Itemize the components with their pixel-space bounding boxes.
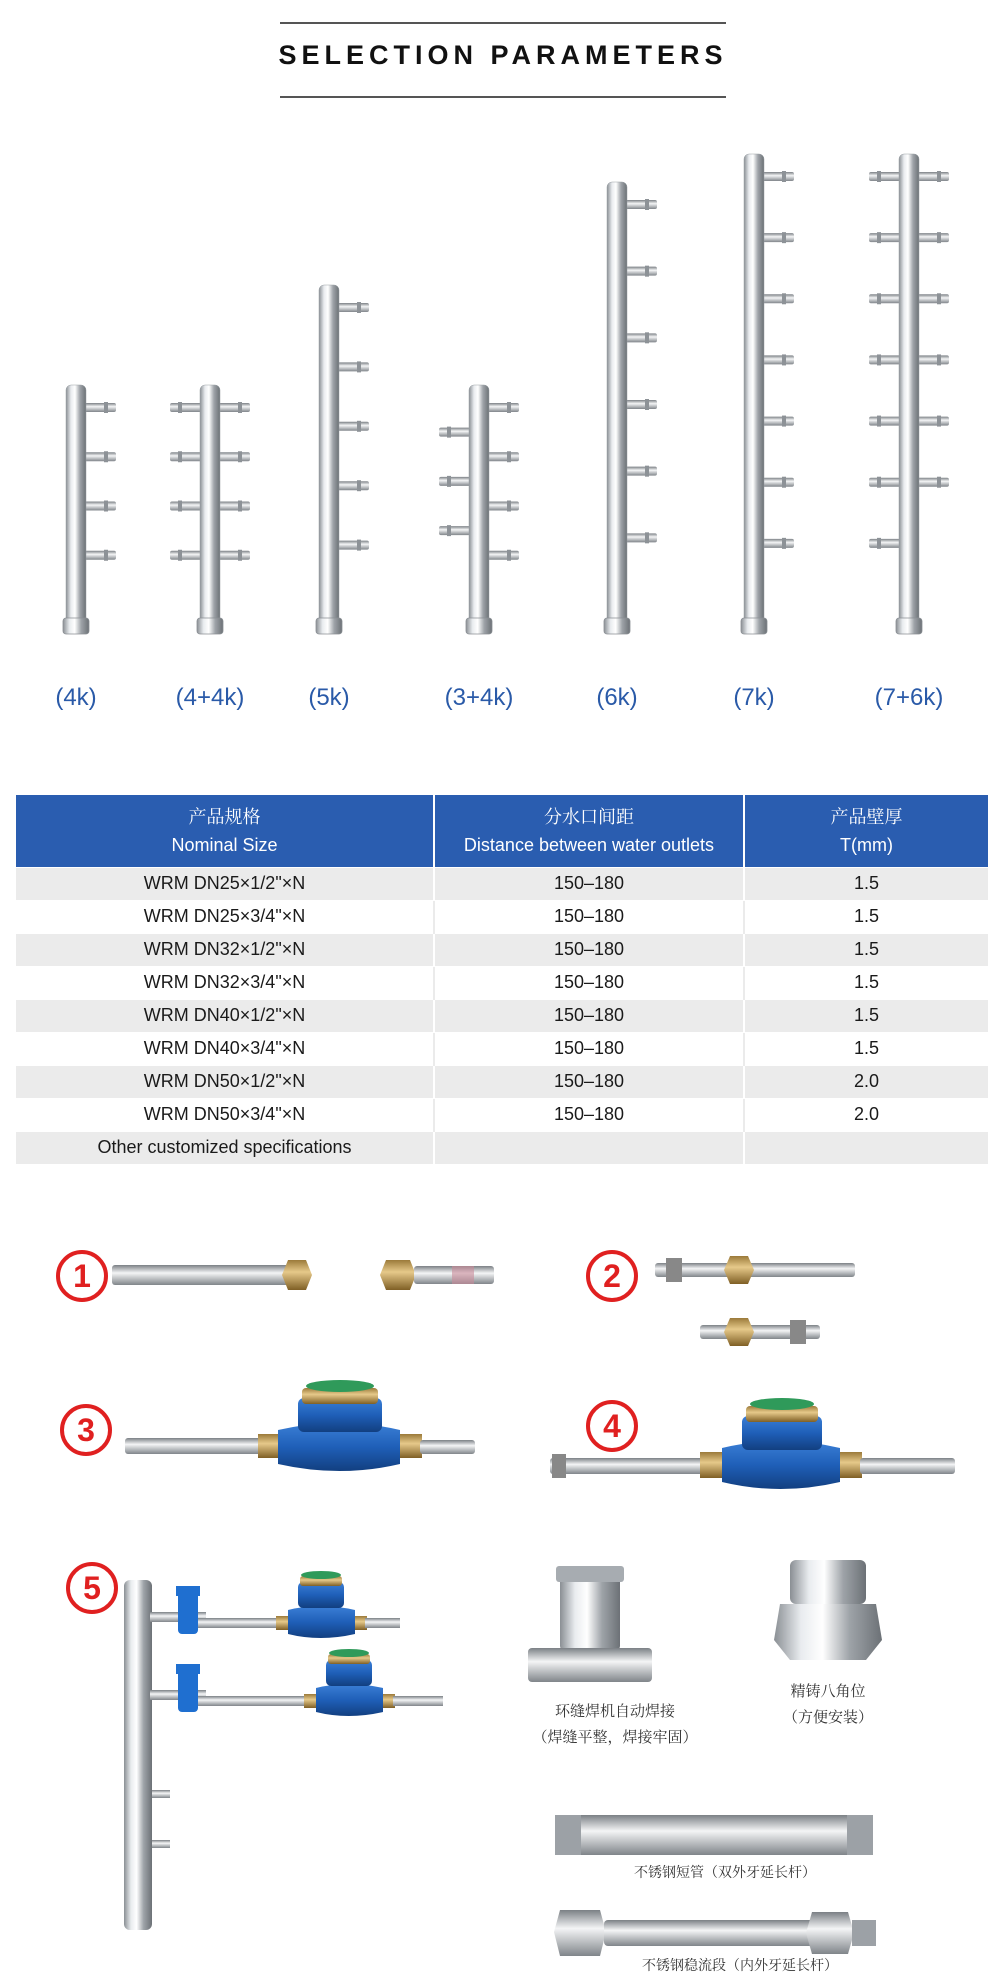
page-title: SELECTION PARAMETERS (278, 40, 728, 70)
manifold-4-plus-4k (170, 385, 250, 634)
manifold-label-3-plus-4k: (3+4k) (444, 684, 514, 711)
weld-caption (515, 1698, 715, 1750)
table-row (16, 1032, 988, 1065)
manifold-shapes (63, 154, 949, 634)
short-pipe-photo (555, 1815, 873, 1855)
manifold-3-plus-4k (439, 385, 519, 634)
cell-thickness: 1.5 (744, 999, 988, 1032)
accessories-section (0, 1220, 1000, 1975)
number-badge-5 (68, 1564, 116, 1612)
weld-caption-line1: 环缝焊机自动焊接 (554, 1702, 675, 1720)
number-badge-4 (588, 1402, 636, 1450)
header-en: T(mm) (840, 834, 893, 855)
badge-number: 1 (73, 1258, 91, 1294)
cell-size: WRM DN32×3/4"×N (16, 966, 434, 999)
manifold-4k (63, 385, 116, 634)
stabilizer-pipe-photo (554, 1910, 876, 1956)
manifold-label-4k: (4k) (55, 684, 97, 711)
header-en: Distance between water outlets (463, 834, 715, 855)
weld-caption-line2: （焊缝平整，焊接牢固） (532, 1728, 698, 1746)
item-1-pipe-with-nut (112, 1260, 312, 1290)
manifold-label-6k: (6k) (596, 684, 638, 711)
number-badge-2 (588, 1252, 636, 1300)
cell-size: WRM DN50×1/2"×N (16, 1065, 434, 1098)
cell-distance: 150–180 (434, 933, 744, 966)
cell-distance: 150–180 (434, 1098, 744, 1131)
cell-distance (434, 1131, 744, 1164)
item-3-water-meter-assembly (125, 1380, 475, 1471)
spec-table (16, 795, 988, 1164)
table-row (16, 966, 988, 999)
cell-thickness: 1.5 (744, 966, 988, 999)
badge-number: 5 (83, 1570, 101, 1606)
manifold-6k (604, 182, 657, 634)
manifold-label-5k: (5k) (308, 684, 350, 711)
cell-thickness: 1.5 (744, 867, 988, 900)
cell-size: WRM DN32×1/2"×N (16, 933, 434, 966)
table-row (16, 1065, 988, 1098)
manifold-gallery (0, 140, 1000, 720)
number-badge-3 (62, 1406, 110, 1454)
short-pipe-caption: 不锈钢短管（双外牙延长杆） (634, 1865, 816, 1881)
cell-size: Other customized specifications (16, 1131, 434, 1164)
badge-number: 3 (77, 1412, 95, 1448)
cell-size: WRM DN40×1/2"×N (16, 999, 434, 1032)
octagon-caption-line2: （方便安装） (782, 1708, 873, 1726)
header-nominal-size (16, 795, 434, 867)
cell-size: WRM DN25×1/2"×N (16, 867, 434, 900)
manifold-5k (316, 285, 369, 634)
cell-distance: 150–180 (434, 999, 744, 1032)
item-5-manifold-with-meters (124, 1571, 443, 1930)
cell-thickness: 2.0 (744, 1098, 988, 1131)
stabilizer-caption: 不锈钢稳流段（内外牙延长杆） (642, 1958, 838, 1974)
table-header-row (16, 795, 988, 867)
cell-size: WRM DN25×3/4"×N (16, 900, 434, 933)
octagon-caption (758, 1678, 898, 1730)
page-header (0, 0, 1000, 110)
badge-number: 4 (603, 1408, 621, 1444)
badge-number: 2 (603, 1258, 621, 1294)
cell-thickness: 2.0 (744, 1065, 988, 1098)
cell-size: WRM DN50×3/4"×N (16, 1098, 434, 1131)
header-cn: 产品规格 (188, 806, 261, 827)
weld-tee-photo (528, 1566, 652, 1682)
accessory-illustrations (0, 1220, 1000, 1975)
octagon-caption-line1: 精铸八角位 (790, 1682, 866, 1700)
table-row (16, 1131, 988, 1164)
manifold-illustrations (0, 140, 1000, 680)
header-top-rule (280, 22, 726, 24)
cell-distance: 150–180 (434, 966, 744, 999)
item-1-short-nut-pipe (380, 1260, 494, 1290)
cell-size: WRM DN40×3/4"×N (16, 1032, 434, 1065)
cell-thickness: 1.5 (744, 1032, 988, 1065)
cell-thickness: 1.5 (744, 933, 988, 966)
table-row (16, 900, 988, 933)
table-row (16, 867, 988, 900)
header-en: Nominal Size (171, 834, 278, 855)
manifold-7k (741, 154, 794, 634)
manifold-7-plus-6k (869, 154, 949, 634)
header-bottom-rule (280, 96, 726, 98)
header-outlet-distance (434, 795, 744, 867)
octagon-fitting-photo (774, 1560, 882, 1660)
cell-distance: 150–180 (434, 1032, 744, 1065)
number-badge-1 (58, 1252, 106, 1300)
header-cn: 分水口间距 (544, 806, 634, 827)
table-row (16, 1098, 988, 1131)
cell-thickness: 1.5 (744, 900, 988, 933)
manifold-label-4-plus-4k: (4+4k) (175, 684, 245, 711)
header-cn: 产品壁厚 (830, 806, 903, 827)
manifold-label-7-plus-6k: (7+6k) (874, 684, 944, 711)
cell-distance: 150–180 (434, 867, 744, 900)
cell-distance: 150–180 (434, 1065, 744, 1098)
manifold-label-7k: (7k) (733, 684, 775, 711)
cell-thickness (744, 1131, 988, 1164)
item-2-union-pipe-short (700, 1318, 820, 1346)
table-row (16, 933, 988, 966)
cell-distance: 150–180 (434, 900, 744, 933)
header-wall-thickness (744, 795, 988, 867)
item-2-union-pipe-long (655, 1256, 855, 1284)
table-row (16, 999, 988, 1032)
